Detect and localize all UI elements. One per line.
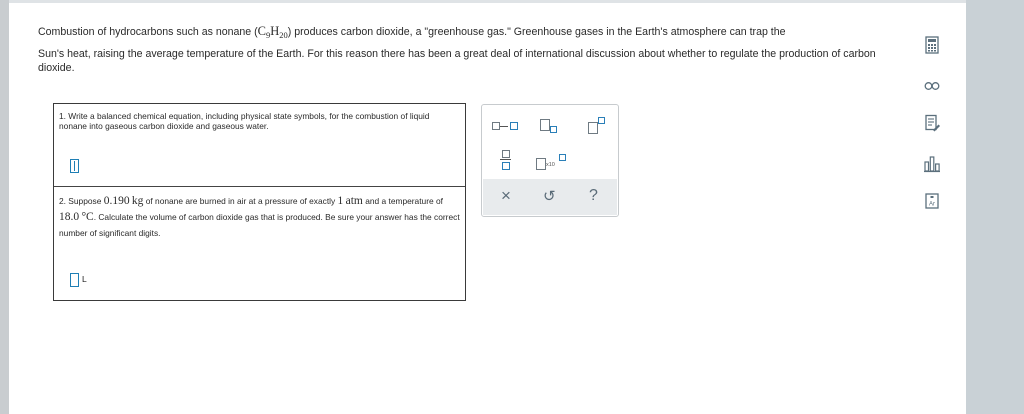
fraction-bar-icon	[500, 159, 511, 160]
top-band	[9, 0, 966, 3]
numerator-box-icon	[502, 150, 510, 158]
reaction-arrow-button[interactable]	[492, 120, 522, 132]
sci-exponent-box-icon	[559, 154, 566, 161]
answer-unit-label: L	[82, 274, 87, 284]
notepad-icon[interactable]	[922, 113, 942, 133]
help-button[interactable]: ?	[589, 187, 598, 204]
fraction-button[interactable]	[500, 149, 514, 171]
undo-button[interactable]: ↺	[543, 188, 556, 205]
glasses-icon[interactable]	[922, 76, 942, 96]
subscript-button[interactable]	[540, 117, 560, 133]
nonane-formula: $C_9H_{20}$	[257, 24, 288, 40]
calculator-icon[interactable]	[922, 35, 942, 55]
intro-line-2: Sun's heat, raising the average temperature of the Earth. For this reason there has been a great deal of international discussion about whether to regulate the production of carbon dioxide.	[38, 47, 876, 74]
chart-icon[interactable]	[922, 154, 942, 174]
denominator-box-icon	[502, 162, 510, 170]
left-rail	[0, 0, 9, 414]
palette-actions	[483, 179, 617, 215]
question-1-text: 1. Write a balanced chemical equation, including physical state symbols, for the combustion of liquid nonane into gaseous carbon dioxide and gaseous water.	[59, 111, 430, 131]
arrow-icon	[500, 126, 508, 127]
clear-button[interactable]: ×	[501, 186, 511, 205]
superscript-button[interactable]	[588, 116, 610, 134]
math-palette	[481, 104, 619, 217]
volume-answer-input[interactable]	[70, 273, 79, 287]
reactant-box-icon	[492, 122, 500, 130]
question-box	[53, 103, 466, 301]
superscript-base-icon	[588, 122, 598, 134]
question-2-text: 2. Suppose 0.190 kg of nonane are burned in air at a pressure of exactly 1 atm and a temperature of 18.0 °C. Calculate the volume of carbon dioxide gas that is produced. Be sure your answer has the correct number of significant digits.	[59, 195, 460, 238]
right-tool-panel	[966, 0, 1024, 414]
equation-answer-input[interactable]	[70, 159, 79, 173]
problem-intro	[38, 25, 898, 75]
scientific-notation-button[interactable]	[536, 153, 568, 171]
sci-label: x10	[546, 162, 555, 168]
periodic-icon-label: Ar	[929, 201, 935, 208]
product-box-icon	[510, 122, 518, 130]
subscript-box-icon	[550, 126, 557, 133]
question-divider	[54, 186, 465, 187]
superscript-box-icon	[598, 117, 605, 124]
subscript-base-icon	[540, 119, 550, 131]
sci-base-icon	[536, 158, 546, 170]
intro-line-1: Combustion of hydrocarbons such as nonane $(C_9H_{20})$ produces carbon dioxide, a "greenhouse gas." Greenhouse gases in the Earth's atmosphere can trap the	[38, 24, 786, 40]
periodic-table-icon[interactable]	[922, 191, 942, 211]
